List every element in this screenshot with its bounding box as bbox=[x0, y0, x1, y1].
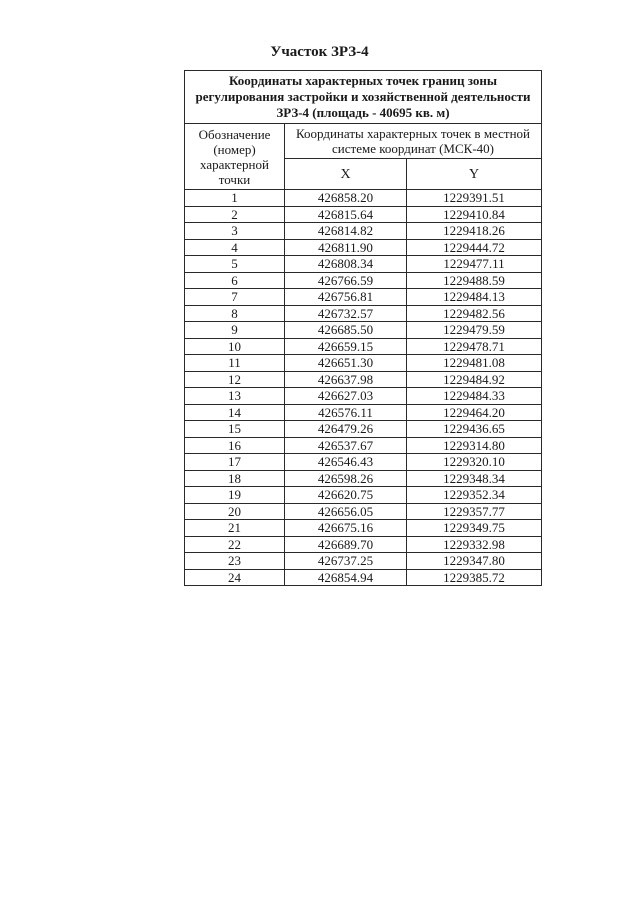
point-number-cell: 4 bbox=[185, 239, 285, 256]
table-row bbox=[185, 338, 542, 355]
header-coordinates: Координаты характерных точек в местной системе координат (МСК-40) bbox=[285, 124, 542, 159]
table-row bbox=[185, 520, 542, 537]
x-coordinate-cell: 426598.26 bbox=[285, 470, 407, 487]
point-number-cell: 9 bbox=[185, 322, 285, 339]
point-number-cell: 1 bbox=[185, 190, 285, 207]
table-row bbox=[185, 553, 542, 570]
point-number-cell: 15 bbox=[185, 421, 285, 438]
x-coordinate-cell: 426737.25 bbox=[285, 553, 407, 570]
table-row bbox=[185, 487, 542, 504]
point-number-cell: 8 bbox=[185, 305, 285, 322]
table-row bbox=[185, 437, 542, 454]
point-number-cell: 13 bbox=[185, 388, 285, 405]
point-number-cell: 2 bbox=[185, 206, 285, 223]
y-coordinate-cell: 1229352.34 bbox=[407, 487, 542, 504]
table-row bbox=[185, 421, 542, 438]
y-coordinate-cell: 1229478.71 bbox=[407, 338, 542, 355]
point-number-cell: 3 bbox=[185, 223, 285, 240]
x-coordinate-cell: 426576.11 bbox=[285, 404, 407, 421]
point-number-cell: 12 bbox=[185, 371, 285, 388]
table-row bbox=[185, 470, 542, 487]
y-coordinate-cell: 1229484.92 bbox=[407, 371, 542, 388]
table-caption: Координаты характерных точек границ зоны регулирования застройки и хозяйственной деятельности ЗРЗ-4 (площадь - 40695 кв. м) bbox=[185, 71, 542, 124]
point-number-cell: 7 bbox=[185, 289, 285, 306]
y-coordinate-cell: 1229348.34 bbox=[407, 470, 542, 487]
y-coordinate-cell: 1229418.26 bbox=[407, 223, 542, 240]
table-row bbox=[185, 503, 542, 520]
x-coordinate-cell: 426815.64 bbox=[285, 206, 407, 223]
x-coordinate-cell: 426814.82 bbox=[285, 223, 407, 240]
y-coordinate-cell: 1229320.10 bbox=[407, 454, 542, 471]
point-number-cell: 11 bbox=[185, 355, 285, 372]
y-coordinate-cell: 1229464.20 bbox=[407, 404, 542, 421]
table-row bbox=[185, 239, 542, 256]
point-number-cell: 16 bbox=[185, 437, 285, 454]
y-coordinate-cell: 1229482.56 bbox=[407, 305, 542, 322]
table-row bbox=[185, 206, 542, 223]
header-point-designation: Обозначение (номер) характерной точки bbox=[185, 124, 285, 190]
y-coordinate-cell: 1229488.59 bbox=[407, 272, 542, 289]
table-row bbox=[185, 569, 542, 586]
x-coordinate-cell: 426732.57 bbox=[285, 305, 407, 322]
x-coordinate-cell: 426651.30 bbox=[285, 355, 407, 372]
table-row bbox=[185, 289, 542, 306]
y-coordinate-cell: 1229349.75 bbox=[407, 520, 542, 537]
x-coordinate-cell: 426675.16 bbox=[285, 520, 407, 537]
point-number-cell: 6 bbox=[185, 272, 285, 289]
point-number-cell: 22 bbox=[185, 536, 285, 553]
y-coordinate-cell: 1229444.72 bbox=[407, 239, 542, 256]
x-coordinate-cell: 426479.26 bbox=[285, 421, 407, 438]
x-coordinate-cell: 426659.15 bbox=[285, 338, 407, 355]
point-number-cell: 17 bbox=[185, 454, 285, 471]
x-coordinate-cell: 426685.50 bbox=[285, 322, 407, 339]
table-row bbox=[185, 371, 542, 388]
x-coordinate-cell: 426546.43 bbox=[285, 454, 407, 471]
table-row bbox=[185, 536, 542, 553]
table-row bbox=[185, 388, 542, 405]
y-coordinate-cell: 1229391.51 bbox=[407, 190, 542, 207]
y-coordinate-cell: 1229332.98 bbox=[407, 536, 542, 553]
x-coordinate-cell: 426858.20 bbox=[285, 190, 407, 207]
x-coordinate-cell: 426627.03 bbox=[285, 388, 407, 405]
point-number-cell: 14 bbox=[185, 404, 285, 421]
point-number-cell: 23 bbox=[185, 553, 285, 570]
point-number-cell: 24 bbox=[185, 569, 285, 586]
table-row bbox=[185, 355, 542, 372]
point-number-cell: 18 bbox=[185, 470, 285, 487]
point-number-cell: 10 bbox=[185, 338, 285, 355]
table-row bbox=[185, 404, 542, 421]
x-coordinate-cell: 426689.70 bbox=[285, 536, 407, 553]
y-coordinate-cell: 1229385.72 bbox=[407, 569, 542, 586]
x-coordinate-cell: 426766.59 bbox=[285, 272, 407, 289]
x-coordinate-cell: 426537.67 bbox=[285, 437, 407, 454]
page-title: Участок ЗРЗ-4 bbox=[270, 44, 369, 60]
x-coordinate-cell: 426811.90 bbox=[285, 239, 407, 256]
table-row bbox=[185, 256, 542, 273]
y-coordinate-cell: 1229481.08 bbox=[407, 355, 542, 372]
y-coordinate-cell: 1229314.80 bbox=[407, 437, 542, 454]
table-row bbox=[185, 454, 542, 471]
coordinates-table bbox=[184, 70, 542, 586]
y-coordinate-cell: 1229436.65 bbox=[407, 421, 542, 438]
point-number-cell: 19 bbox=[185, 487, 285, 504]
table-row bbox=[185, 223, 542, 240]
table-row bbox=[185, 322, 542, 339]
y-coordinate-cell: 1229347.80 bbox=[407, 553, 542, 570]
table-row bbox=[185, 272, 542, 289]
y-coordinate-cell: 1229477.11 bbox=[407, 256, 542, 273]
x-coordinate-cell: 426808.34 bbox=[285, 256, 407, 273]
x-coordinate-cell: 426620.75 bbox=[285, 487, 407, 504]
x-coordinate-cell: 426637.98 bbox=[285, 371, 407, 388]
table-row bbox=[185, 190, 542, 207]
y-coordinate-cell: 1229357.77 bbox=[407, 503, 542, 520]
y-coordinate-cell: 1229410.84 bbox=[407, 206, 542, 223]
y-coordinate-cell: 1229479.59 bbox=[407, 322, 542, 339]
y-coordinate-cell: 1229484.33 bbox=[407, 388, 542, 405]
y-coordinate-cell: 1229484.13 bbox=[407, 289, 542, 306]
x-coordinate-cell: 426854.94 bbox=[285, 569, 407, 586]
point-number-cell: 20 bbox=[185, 503, 285, 520]
point-number-cell: 21 bbox=[185, 520, 285, 537]
header-x: X bbox=[285, 159, 407, 190]
table-row bbox=[185, 305, 542, 322]
point-number-cell: 5 bbox=[185, 256, 285, 273]
x-coordinate-cell: 426656.05 bbox=[285, 503, 407, 520]
table-body bbox=[185, 190, 542, 586]
header-y: Y bbox=[407, 159, 542, 190]
x-coordinate-cell: 426756.81 bbox=[285, 289, 407, 306]
